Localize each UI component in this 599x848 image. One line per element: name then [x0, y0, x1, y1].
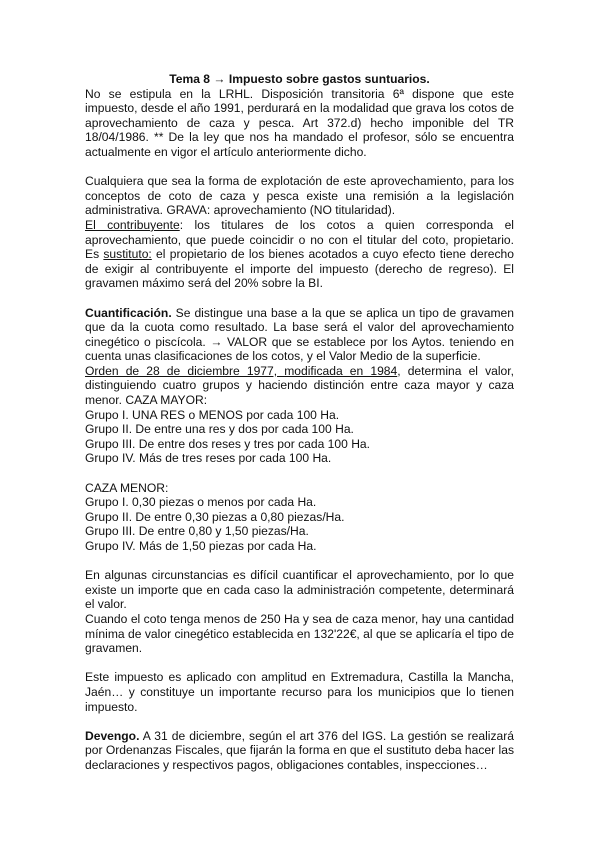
caza-mayor-item: Grupo I. UNA RES o MENOS por cada 100 Ha.	[85, 407, 340, 422]
caza-menor-item: Grupo II. De entre 0,30 piezas a 0,80 piezas/Ha.	[85, 509, 345, 524]
paragraph-coto-minimo: Cuando el coto tenga menos de 250 Ha y sea de caza menor, hay una cantidad mínima de valor cinegético establecida en 132'22€, al que se aplicaría el tipo de gravamen.	[85, 611, 514, 656]
caza-menor-item: Grupo IV. Más de 1,50 piezas por cada Ha.	[85, 539, 317, 553]
caza-mayor-item: Grupo III. De entre dos reses y tres por cada 100 Ha.	[85, 436, 371, 451]
spacer	[85, 656, 514, 671]
paragraph-extremadura: Este impuesto es aplicado con amplitud en Extremadura, Castilla la Mancha, Jaén… y constituye un importante recurso para los municipios que lo tienen impuesto.	[85, 670, 514, 714]
devengo-text: A 31 de diciembre, según el art 376 del IGS. La gestión se realizará por Ordenanzas Fiscales, que fijarán la forma en que el sustituto deba hacer las declaraciones y respectivos pagos, obligaciones contables, inspecciones…	[85, 728, 514, 772]
paragraph-intro: No se estipula en la LRHL. Disposición transitoria 6ª dispone que este impuesto, desde el año 1991, perdurará en la modalidad que grava los cotos de aprovechamiento de caza y pesca. Art 372.d) hecho imponible del TR 18/04/1986. ** De la ley que nos ha mandado el profesor, sólo se encuentra actualmente en vigor el artículo anteriormente dicho.	[85, 86, 514, 159]
orden-label: Orden de 28 de diciembre 1977, modificada en 1984	[85, 363, 398, 378]
sustituto-text: el propietario de los bienes acotados a cuyo efecto tiene derecho de exigir al contribuyente el importe del impuesto (derecho de regreso). El gravamen máximo será del 20% sobre la BI.	[85, 247, 514, 291]
spacer	[85, 714, 514, 729]
cuantificacion-text: Se distingue una base a la que se aplica un tipo de gravamen que da la cuota como resultado. La base será el valor del aprovechamiento cinegético o piscícola. → VALOR que se establece por los Aytos. teniendo en cuenta unas clasificaciones de los cotos, y el Valor Medio de la superficie.	[85, 305, 514, 364]
paragraph-circunstancias: En algunas circunstancias es difícil cuantificar el aprovechamiento, por lo que existe un importe que en cada caso la administración competente, determinará el valor.	[85, 568, 514, 612]
spacer	[85, 554, 514, 569]
orden-text: , determina el valor, distinguiendo cuatro grupos y haciendo distinción entre caza mayor y caza menor. CAZA MAYOR:	[85, 363, 514, 408]
paragraph-explotacion: Cualquiera que sea la forma de explotación de este aprovechamiento, para los conceptos de coto de caza y pesca existe una remisión a la legislación administrativa. GRAVA: aprovechamiento (NO titularidad).	[85, 174, 514, 218]
spacer	[85, 466, 514, 481]
paragraph-devengo	[85, 729, 514, 773]
paragraph-cuantificacion	[85, 306, 514, 364]
cuantificacion-heading: Cuantificación.	[85, 305, 172, 320]
contribuyente-label: El contribuyente	[85, 217, 180, 232]
caza-menor-item: Grupo III. De entre 0,80 y 1,50 piezas/Ha.	[85, 524, 309, 539]
caza-mayor-item: Grupo II. De entre una res y dos por cada 100 Ha.	[85, 422, 354, 437]
caza-menor-heading: CAZA MENOR:	[85, 480, 169, 495]
contribuyente-text: : los titulares de los cotos a quien corresponda el aprovechamiento, que puede coincidir o no con el titular del coto, propietario. Es	[85, 217, 514, 262]
spacer	[85, 160, 514, 175]
caza-mayor-item: Grupo IV. Más de tres reses por cada 100 Ha.	[85, 451, 332, 466]
paragraph-contribuyente	[85, 218, 514, 291]
document-page	[85, 72, 514, 773]
devengo-heading: Devengo.	[85, 728, 140, 743]
caza-menor-item: Grupo I. 0,30 piezas o menos por cada Ha.	[85, 495, 317, 510]
paragraph-orden	[85, 364, 514, 408]
sustituto-label: sustituto:	[103, 247, 152, 262]
spacer	[85, 291, 514, 306]
page-title: Tema 8 → Impuesto sobre gastos suntuarios.	[169, 72, 430, 86]
